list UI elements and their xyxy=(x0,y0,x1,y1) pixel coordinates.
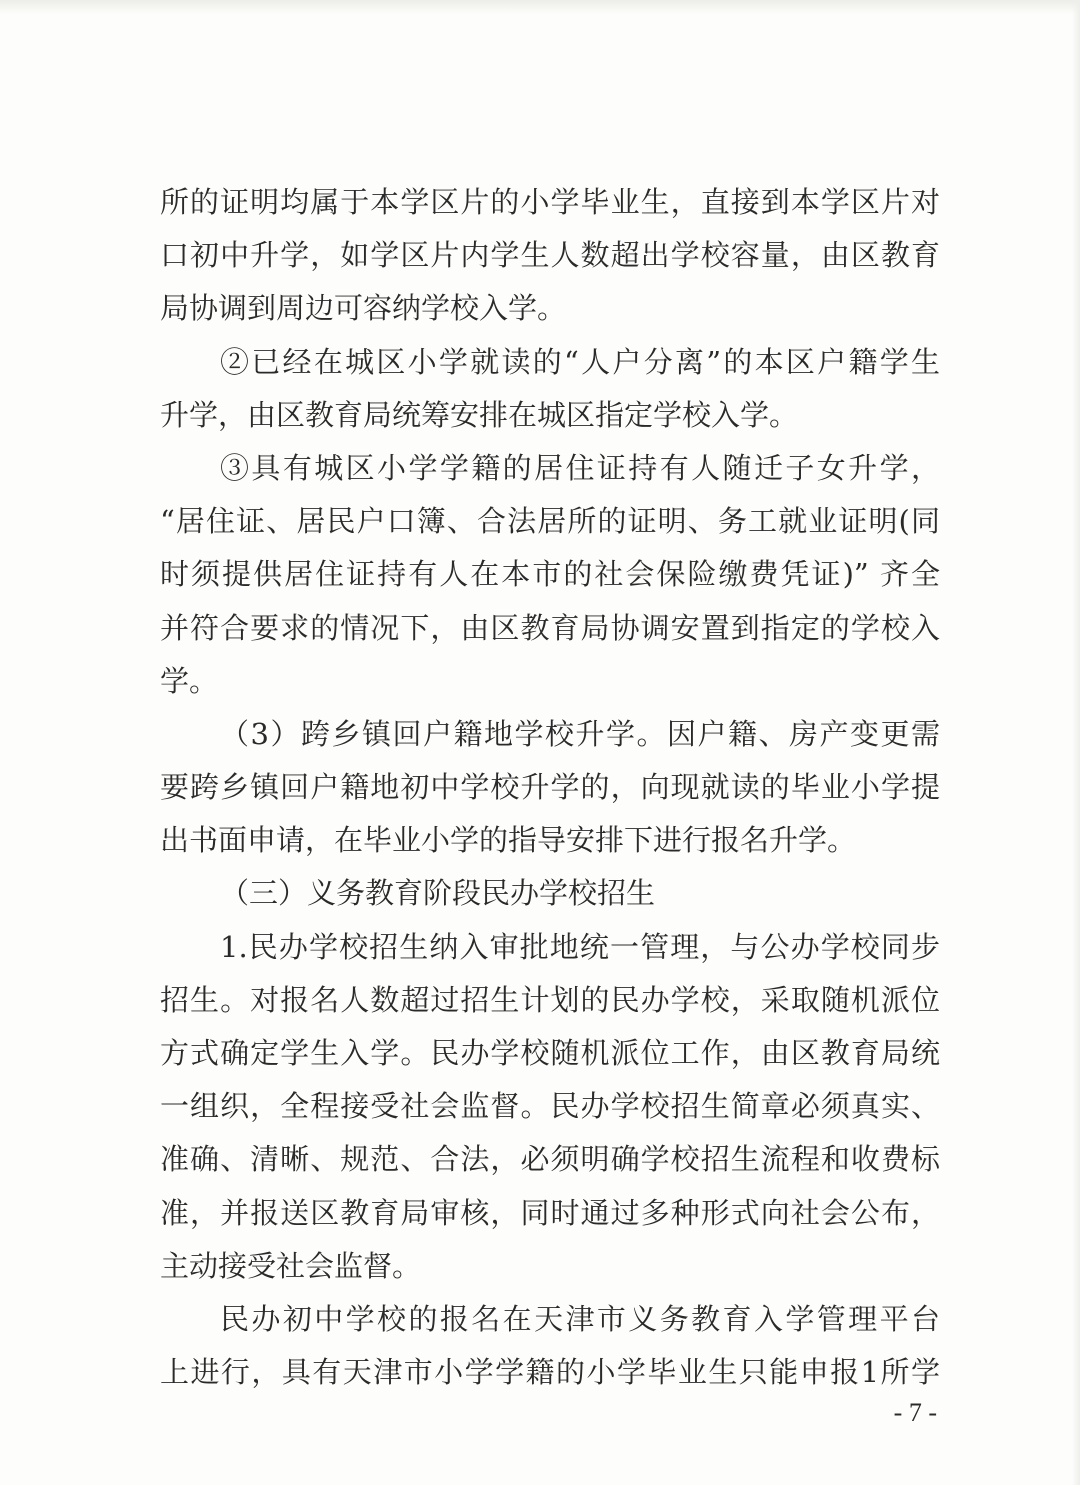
text-line: 上进行，具有天津市小学学籍的小学毕业生只能申报1所学 xyxy=(160,1355,940,1390)
paragraph-start-line: （3）跨乡镇回户籍地学校升学。因户籍、房产变更需 xyxy=(220,716,940,751)
scan-edge xyxy=(1072,0,1080,1485)
text-line: 主动接受社会监督。 xyxy=(160,1248,422,1283)
paragraph-start-line: ③具有城区小学学籍的居住证持有人随迁子女升学， xyxy=(220,450,940,485)
text-line: 准，并报送区教育局审核，同时通过多种形式向社会公布， xyxy=(160,1195,940,1230)
text-line: 所的证明均属于本学区片的小学毕业生，直接到本学区片对 xyxy=(160,185,940,219)
text-line: 学。 xyxy=(160,663,219,698)
text-line: “居住证、居民户口簿、合法居所的证明、务工就业证明(同 xyxy=(160,504,940,539)
section-heading: （三）义务教育阶段民办学校招生 xyxy=(220,876,656,911)
paragraph-start-line: 1.民办学校招生纳入审批地统一管理，与公办学校同步 xyxy=(220,929,940,964)
text-line: 局协调到周边可容纳学校入学。 xyxy=(160,291,567,326)
paragraph-start-line: ②已经在城区小学就读的“人户分离”的本区户籍学生 xyxy=(220,344,940,379)
scan-shadow xyxy=(0,0,1080,14)
text-line: 并符合要求的情况下，由区教育局协调安置到指定的学校入 xyxy=(160,610,940,645)
text-line: 口初中升学，如学区片内学生人数超出学校容量，由区教育 xyxy=(160,238,940,273)
document-body xyxy=(160,176,940,1399)
text-line: 方式确定学生入学。民办学校随机派位工作，由区教育局统 xyxy=(160,1036,940,1070)
page-number: - 7 - xyxy=(893,1398,937,1427)
text-line: 时须提供居住证持有人在本市的社会保险缴费凭证)” 齐全 xyxy=(160,557,940,592)
text-line: 准确、清晰、规范、合法，必须明确学校招生流程和收费标 xyxy=(160,1142,940,1177)
text-line: 要跨乡镇回户籍地初中学校升学的，向现就读的毕业小学提 xyxy=(160,770,940,805)
text-line: 招生。对报名人数超过招生计划的民办学校，采取随机派位 xyxy=(160,982,940,1017)
text-line: 出书面申请，在毕业小学的指导安排下进行报名升学。 xyxy=(160,823,857,858)
text-line: 升学，由区教育局统筹安排在城区指定学校入学。 xyxy=(160,397,799,432)
paragraph-start-line: 民办初中学校的报名在天津市义务教育入学管理平台 xyxy=(220,1301,940,1336)
text-line: 一组织，全程接受社会监督。民办学校招生简章必须真实、 xyxy=(160,1089,940,1124)
